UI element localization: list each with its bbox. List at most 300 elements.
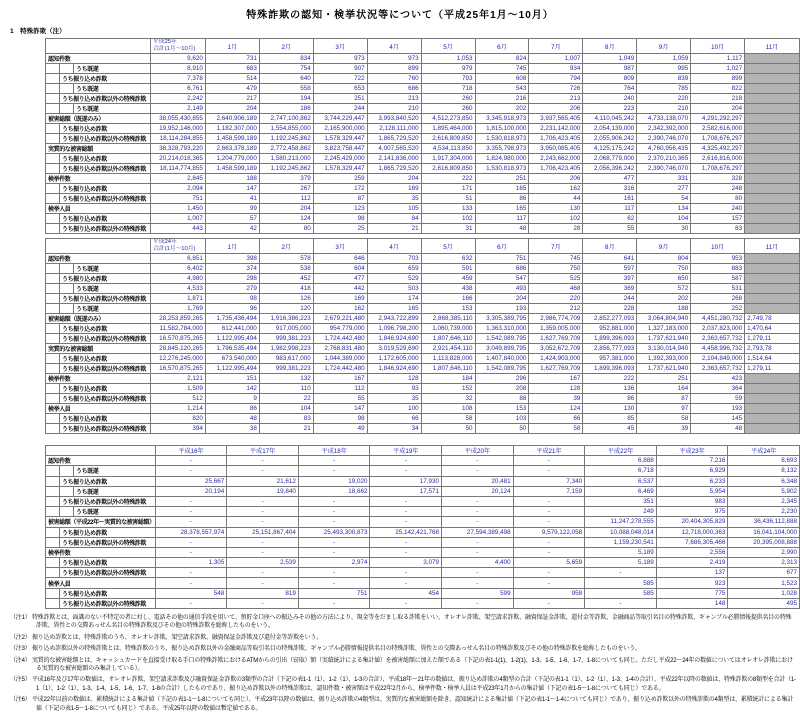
value-cell: 171	[421, 184, 475, 194]
corner-cell	[46, 446, 156, 456]
table-row	[46, 344, 800, 354]
row-label	[46, 204, 150, 213]
value-cell: -	[370, 517, 442, 527]
value-cell: 3,355,798,973	[475, 144, 529, 154]
row-label-text: うち振り込め詐欺	[62, 77, 107, 83]
row-label	[46, 558, 155, 567]
value-cell: 641	[583, 254, 637, 264]
value-cell: 98	[313, 214, 367, 224]
indent-guide	[46, 164, 60, 173]
empty-cell	[745, 74, 800, 84]
value-cell: 186	[259, 104, 313, 114]
value-cell: 58	[637, 414, 691, 424]
value-cell: 2,990	[728, 547, 800, 557]
indent-guide	[46, 487, 60, 496]
value-cell: 3,305,389,795	[475, 314, 529, 324]
value-cell: 1,509	[150, 384, 205, 394]
indent-guide	[46, 414, 60, 423]
value-cell: 165	[475, 184, 529, 194]
value-cell: 1,846,924,690	[367, 364, 421, 374]
value-cell: 83	[259, 414, 313, 424]
value-cell: 103	[475, 414, 529, 424]
value-cell: 3,950,085,405	[529, 144, 583, 154]
value-cell: 62	[583, 214, 637, 224]
value-cell: 296	[475, 374, 529, 384]
row-label-text: うち振り込め詐欺以外の特殊詐欺	[62, 427, 147, 433]
section-label: 1 特殊詐欺（注）	[10, 28, 66, 35]
value-cell: 597	[583, 264, 637, 274]
row-label-text: うち振り込め詐欺	[62, 157, 107, 163]
value-cell: 128	[529, 384, 583, 394]
value-cell: 917,005,000	[259, 324, 313, 334]
value-cell: -	[227, 507, 299, 517]
value-cell: 108	[421, 404, 475, 414]
row-label-text: うち振り込め詐欺以外の特殊詐欺	[62, 540, 147, 547]
value-cell: 2,245,429,000	[313, 154, 367, 164]
row-label	[46, 64, 150, 73]
empty-cell	[745, 114, 800, 124]
table-row	[46, 364, 800, 374]
value-cell: 2,243,662,000	[529, 154, 583, 164]
row-label-text: うち既遂	[76, 489, 99, 496]
value-cell: -	[155, 598, 227, 608]
value-cell: 130	[529, 204, 583, 214]
value-cell: 2,345	[728, 496, 800, 506]
value-cell: 41	[205, 194, 259, 204]
value-cell: 2,868,385,110	[421, 314, 475, 324]
value-cell: 612,441,000	[205, 324, 259, 334]
value-cell: 167	[313, 374, 367, 384]
value-cell: 2,921,454,110	[421, 344, 475, 354]
value-cell: 45	[583, 424, 637, 434]
indent-guide	[60, 284, 74, 293]
value-cell: 599	[442, 588, 514, 598]
value-cell: 19,952,146,000	[150, 124, 205, 134]
value-cell: -	[513, 547, 585, 557]
month-header-cell: 6月	[475, 239, 529, 254]
value-cell: 3,937,565,405	[529, 114, 583, 124]
header-row	[46, 446, 800, 456]
empty-cell	[745, 214, 800, 224]
value-cell: 3,079	[370, 558, 442, 568]
value-cell: 137	[656, 568, 728, 578]
value-cell: 1,871	[150, 294, 205, 304]
value-cell: 66	[367, 414, 421, 424]
value-cell: 2,616,816,000	[691, 154, 745, 164]
value-cell: -	[298, 568, 370, 578]
row-label-cell	[46, 114, 151, 124]
row-label-text: うち振り込め詐欺以外の特殊詐欺	[62, 500, 147, 507]
table-row	[46, 184, 800, 194]
value-cell: 1,214	[150, 404, 205, 414]
indent-guide	[46, 194, 60, 203]
row-label-text: うち既遂	[76, 307, 99, 313]
value-cell: 726	[529, 84, 583, 94]
table-row	[46, 466, 800, 476]
row-label-text: 検挙件数	[48, 550, 71, 557]
row-label	[46, 224, 150, 233]
row-label	[46, 538, 155, 547]
value-cell: 538	[259, 264, 313, 274]
value-cell: -	[442, 456, 514, 466]
empty-cell	[745, 54, 800, 64]
value-cell: 1,305	[155, 558, 227, 568]
indent-guide	[46, 74, 60, 83]
value-cell: 54	[637, 194, 691, 204]
year-header-cell: 平成18年	[298, 446, 370, 456]
value-cell: 202	[637, 294, 691, 304]
row-label-text: うち振り込め詐欺以外の特殊詐欺	[62, 167, 147, 173]
value-cell: 251	[475, 174, 529, 184]
row-label-cell	[46, 204, 151, 214]
row-label	[46, 194, 150, 203]
row-label-cell	[46, 527, 156, 537]
row-label-cell	[46, 568, 156, 578]
value-cell: 1,530,818,973	[475, 134, 529, 144]
value-cell: 659	[367, 264, 421, 274]
value-cell: 1,708,676,297	[691, 134, 745, 144]
value-cell: 793	[421, 74, 475, 84]
indent-guide	[46, 558, 60, 567]
value-cell: 151	[205, 374, 259, 384]
value-cell: 3,823,758,447	[313, 144, 367, 154]
row-label-cell	[46, 374, 151, 384]
value-cell: 7,159	[513, 486, 585, 496]
value-cell: 104	[637, 214, 691, 224]
year-header-cell: 平成16年	[155, 446, 227, 456]
value-cell: 1,982,998,223	[259, 344, 313, 354]
row-label-text: 検挙件数	[48, 177, 71, 183]
value-cell: 4,458,996,732	[691, 344, 745, 354]
value-cell: 2,230	[728, 507, 800, 517]
empty-cell	[745, 374, 800, 384]
value-cell: 132	[259, 374, 313, 384]
value-cell: 683	[205, 64, 259, 74]
value-cell: 4,007,565,520	[367, 144, 421, 154]
value-cell: 6,469	[585, 486, 657, 496]
row-label-text: うち既遂	[76, 107, 99, 113]
value-cell: 1,059	[637, 54, 691, 64]
value-cell: 88	[475, 394, 529, 404]
month-header-cell: 7月	[529, 39, 583, 54]
value-cell: 1,172,605,000	[367, 354, 421, 364]
value-cell: 218	[691, 94, 745, 104]
value-cell: 2,149	[150, 104, 205, 114]
value-cell: -	[442, 517, 514, 527]
row-label-cell	[46, 547, 156, 557]
table-row	[46, 456, 800, 466]
value-cell: 1,053	[421, 54, 475, 64]
value-cell: 718	[421, 84, 475, 94]
table-row	[46, 174, 800, 184]
value-cell: 750	[529, 264, 583, 274]
value-cell: 585	[585, 588, 657, 598]
month-header-cell: 1月	[205, 239, 259, 254]
indent-guide	[46, 304, 60, 313]
value-cell: 503	[367, 284, 421, 294]
table-row	[46, 598, 800, 608]
value-cell: 979	[421, 64, 475, 74]
value-cell: 172	[313, 184, 367, 194]
table-row	[46, 314, 800, 324]
value-cell: 558	[259, 84, 313, 94]
value-cell: 222	[583, 374, 637, 384]
row-label	[46, 304, 150, 313]
value-cell: 454	[370, 588, 442, 598]
value-cell: 50	[421, 424, 475, 434]
value-cell: 20,214,018,365	[150, 154, 205, 164]
value-cell: -	[442, 598, 514, 608]
value-cell: 754	[259, 64, 313, 74]
table-row	[46, 414, 800, 424]
value-cell: 1,359,005,000	[529, 324, 583, 334]
value-cell: 1,096,798,200	[367, 324, 421, 334]
value-cell: 105	[367, 204, 421, 214]
month-header-cell: 10月	[691, 239, 745, 254]
value-cell: 22	[259, 394, 313, 404]
value-cell: 21,612	[227, 476, 299, 486]
table-row	[46, 144, 800, 154]
value-cell: 102	[529, 214, 583, 224]
value-cell: 751	[150, 194, 205, 204]
value-cell: 640	[259, 74, 313, 84]
value-cell: 57	[205, 214, 259, 224]
value-cell: 202	[475, 104, 529, 114]
table-row	[46, 254, 800, 264]
value-cell: 1,363,310,000	[475, 324, 529, 334]
value-cell: -	[155, 496, 227, 506]
indent-guide	[46, 274, 60, 283]
value-cell: 512	[150, 394, 205, 404]
value-cell: -	[227, 598, 299, 608]
value-cell: 152	[421, 384, 475, 394]
value-cell: 85	[583, 414, 637, 424]
row-label-text: 実質的な被害総額	[48, 147, 93, 153]
value-cell: -	[155, 507, 227, 517]
row-label	[46, 548, 155, 557]
value-cell: 1,450	[150, 204, 205, 214]
value-cell: -	[513, 598, 585, 608]
row-label-text: うち振り込め詐欺	[62, 187, 107, 193]
value-cell: 188	[637, 304, 691, 314]
value-cell: -	[227, 568, 299, 578]
row-label	[46, 334, 150, 343]
value-cell: 2,363,657,732	[691, 364, 745, 374]
value-cell: 632	[421, 254, 475, 264]
empty-cell	[745, 254, 800, 264]
value-cell: 585	[585, 578, 657, 588]
month-header-cell: 8月	[583, 39, 637, 54]
value-cell: 351	[585, 496, 657, 506]
month-header-cell: 3月	[313, 239, 367, 254]
row-label-cell	[46, 154, 151, 164]
value-cell: -	[370, 598, 442, 608]
value-cell: 819	[227, 588, 299, 598]
value-cell: 646	[313, 254, 367, 264]
value-cell: -	[442, 547, 514, 557]
indent-guide	[46, 589, 60, 598]
row-label-cell	[46, 364, 151, 374]
value-cell: 96	[205, 304, 259, 314]
table-row	[46, 54, 800, 64]
empty-cell	[745, 204, 800, 214]
table-row	[46, 568, 800, 578]
value-cell: 1,724,442,480	[313, 364, 367, 374]
value-cell: 3,064,804,940	[637, 314, 691, 324]
empty-cell	[745, 94, 800, 104]
value-cell: 12,718,000,363	[656, 527, 728, 537]
value-cell: 479	[205, 84, 259, 94]
empty-cell	[745, 284, 800, 294]
value-cell: 1,028	[728, 588, 800, 598]
value-cell: 1,846,924,690	[367, 334, 421, 344]
value-cell: 1,542,089,795	[475, 364, 529, 374]
row-label-text: うち振り込め詐欺	[62, 327, 107, 333]
value-cell: 38,328,793,220	[150, 144, 205, 154]
value-cell: 2,772,458,862	[259, 144, 313, 154]
value-cell: 49	[313, 424, 367, 434]
indent-guide	[46, 477, 60, 486]
year-header-cell: 平成22年	[585, 446, 657, 456]
value-cell: 17,571	[370, 486, 442, 496]
table-row	[46, 527, 800, 537]
value-cell: 477	[583, 174, 637, 184]
value-cell: 28,378,557,974	[155, 527, 227, 537]
value-cell: 2,582,616,000	[691, 124, 745, 134]
table-row	[46, 476, 800, 486]
value-cell: -	[370, 547, 442, 557]
value-cell: 58	[529, 424, 583, 434]
table-row	[46, 84, 800, 94]
value-cell: 6,718	[585, 466, 657, 476]
value-cell: 188	[205, 174, 259, 184]
indent-guide	[60, 304, 74, 313]
value-cell: 204	[205, 104, 259, 114]
row-label	[46, 568, 155, 577]
value-cell: 34	[367, 424, 421, 434]
value-cell: 124	[259, 214, 313, 224]
value-cell: 8,132	[728, 466, 800, 476]
value-cell: 2,104,849,000	[691, 354, 745, 364]
row-label-text: うち振り込め詐欺	[62, 277, 107, 283]
row-label	[46, 294, 150, 303]
value-cell: -	[513, 507, 585, 517]
table-row	[46, 578, 800, 588]
empty-cell	[745, 184, 800, 194]
value-cell: 213	[367, 94, 421, 104]
empty-cell	[745, 174, 800, 184]
value-cell: 48	[205, 414, 259, 424]
value-cell: 193	[691, 404, 745, 414]
value-cell: 1,122,995,494	[205, 334, 259, 344]
value-cell: 703	[367, 254, 421, 264]
value-cell: 5,189	[585, 547, 657, 557]
value-cell: 20,404,305,829	[656, 517, 728, 527]
indent-guide	[46, 184, 60, 193]
year-header-cell: 平成21年	[513, 446, 585, 456]
value-cell: 2,747,100,862	[259, 114, 313, 124]
month-header-cell: 5月	[421, 39, 475, 54]
value-cell: 4,980	[150, 274, 205, 284]
row-label-cell	[46, 394, 151, 404]
value-cell: 66	[529, 414, 583, 424]
value-cell: 39	[637, 424, 691, 434]
empty-cell	[745, 144, 800, 154]
row-label-text: うち振り込め詐欺以外の特殊詐欺	[62, 397, 147, 403]
value-cell: 206	[529, 104, 583, 114]
indent-guide	[60, 64, 74, 73]
value-cell: 2,768,831,480	[313, 344, 367, 354]
table-row	[46, 114, 800, 124]
value-cell: -	[513, 568, 585, 578]
row-label-text: うち振り込め詐欺以外の特殊詐欺	[62, 97, 147, 103]
value-cell: 907	[313, 64, 367, 74]
value-cell: 418	[259, 284, 313, 294]
value-cell: 25,151,867,404	[227, 527, 299, 537]
value-cell: 216	[475, 94, 529, 104]
row-label-cell	[46, 134, 151, 144]
value-cell: 169	[367, 184, 421, 194]
row-label-text: うち既遂	[76, 469, 99, 476]
value-cell: 12,276,245,000	[150, 354, 205, 364]
row-label	[46, 404, 150, 413]
row-label-cell	[46, 314, 151, 324]
value-cell: 80	[691, 194, 745, 204]
value-cell: 442	[313, 284, 367, 294]
value-cell: 1,458,599,189	[205, 134, 259, 144]
value-cell: 973	[367, 54, 421, 64]
total-column-header	[150, 239, 205, 254]
value-cell: 51	[421, 194, 475, 204]
value-cell: 267	[259, 184, 313, 194]
value-cell: 220	[637, 94, 691, 104]
table-row	[46, 324, 800, 334]
value-cell: 167	[529, 374, 583, 384]
table-row	[46, 94, 800, 104]
value-cell: 493	[475, 284, 529, 294]
table-row	[46, 558, 800, 568]
value-cell: -	[227, 537, 299, 547]
table-row	[46, 194, 800, 204]
row-label-text: うち振り込め詐欺	[62, 530, 107, 537]
value-cell: 331	[637, 174, 691, 184]
value-cell: 86	[475, 194, 529, 204]
row-label-cell	[46, 104, 151, 114]
row-label-text: うち振り込め詐欺以外の特殊詐欺	[62, 571, 147, 578]
table-row	[46, 104, 800, 114]
value-cell: 112	[259, 194, 313, 204]
value-cell: 134	[637, 204, 691, 214]
value-cell: 1,807,646,110	[421, 334, 475, 344]
value-cell: 50	[475, 424, 529, 434]
value-cell: 174	[367, 294, 421, 304]
value-cell: -	[585, 568, 657, 578]
indent-guide	[46, 466, 60, 475]
value-cell: 16,570,875,265	[150, 334, 205, 344]
row-label-text: 実質的な被害総額	[48, 347, 93, 353]
empty-cell	[745, 384, 800, 394]
value-cell: 260	[421, 104, 475, 114]
row-label	[46, 134, 150, 143]
row-label-cell	[46, 214, 151, 224]
note: （注2） 振り込め詐欺とは、特殊詐欺のうち、オレオレ詐欺、架空請求詐欺、融資保証金詐欺及び還付金等詐欺をいう。	[10, 634, 323, 641]
row-label-text: うち振り込め詐欺	[62, 417, 107, 423]
row-label	[46, 477, 155, 486]
month-header-cell: 2月	[259, 239, 313, 254]
row-label	[46, 284, 150, 293]
row-label-cell	[46, 224, 151, 234]
indent-guide	[46, 568, 60, 577]
